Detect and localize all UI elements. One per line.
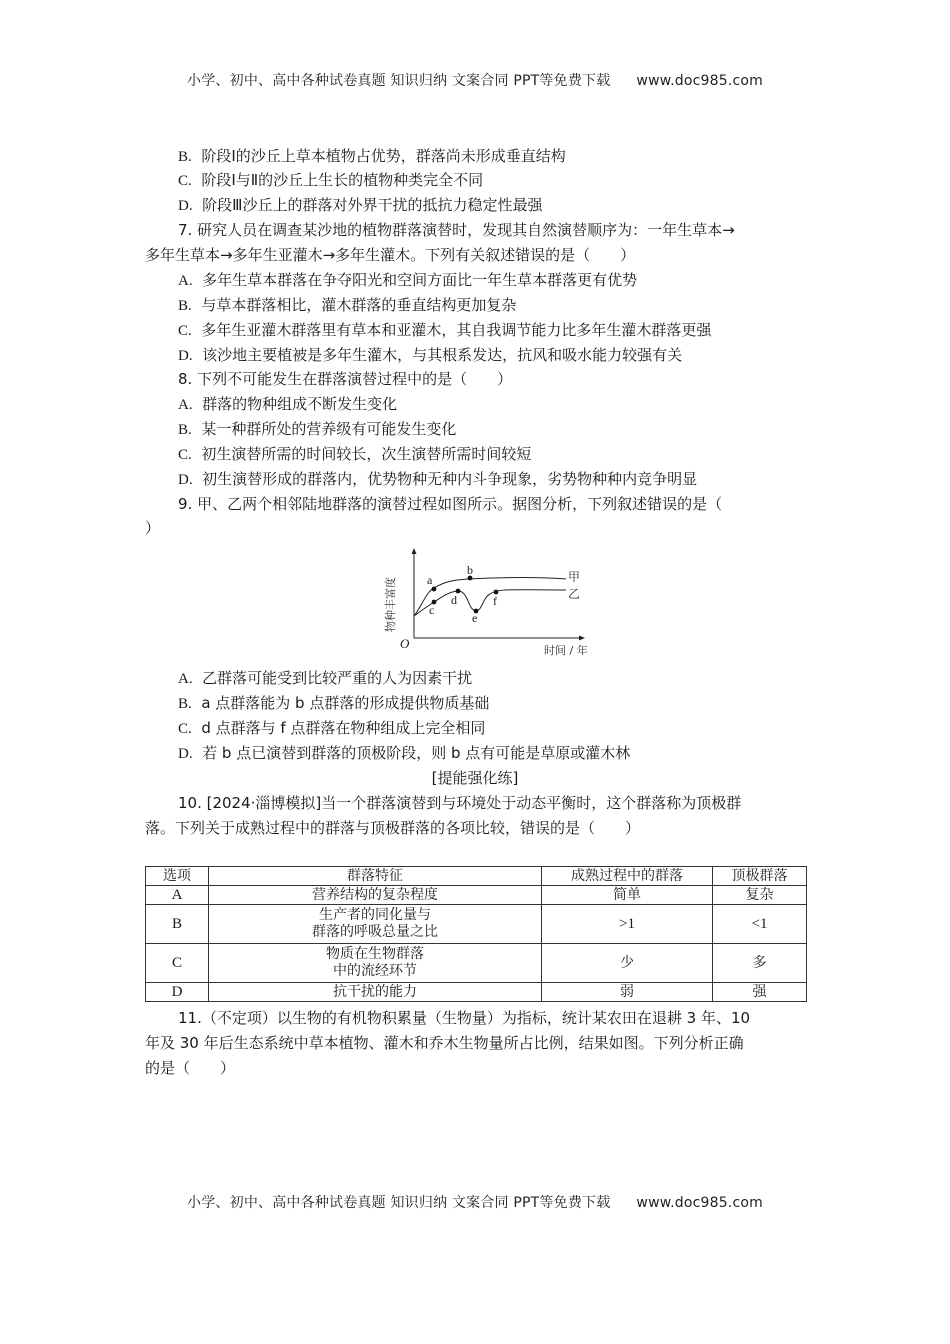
label-c: c [429,603,435,617]
q9-option-b: B. a 点群落能为 b 点群落的形成提供物质基础 [178,694,490,712]
cell-maturing: 简单 [542,886,713,905]
q11-line1: 11.（不定项）以生物的有机物积累量（生物量）为指标，统计某农田在退耕 3 年、10 [178,1009,751,1027]
cell-feature: 物质在生物群落 中的流经环节 [209,944,542,983]
q11-line3: 的是（ ） [145,1059,236,1077]
q8-stem: 8. 下列不可能发生在群落演替过程中的是（ ） [178,370,513,388]
q8-option-a: A. 群落的物种组成不断发生变化 [178,395,398,413]
q7-stem-line1: 7. 研究人员在调查某沙地的植物群落演替时，发现其自然演替顺序为：一年生草本→ [178,221,735,239]
cell-feature: 营养结构的复杂程度 [209,886,542,905]
page-footer [0,1192,950,1212]
label-a: a [427,573,433,587]
header-text: 小学、初中、高中各种试卷真题 知识归纳 文案合同 PPT等免费下载 [187,73,611,89]
x-axis-label: 时间 / 年 [544,644,588,657]
comparison-table [145,866,807,1002]
label-e: e [472,611,478,625]
table-header-row [146,867,807,886]
q9-stem-line1: 9. 甲、乙两个相邻陆地群落的演替过程如图所示。据图分析，下列叙述错误的是（ [178,495,723,513]
label-b: b [467,563,473,577]
cell-feature: 抗干扰的能力 [209,983,542,1002]
footer-url: www.doc985.com [636,1195,763,1211]
table-row [146,983,807,1002]
label-f: f [493,594,497,608]
section-label: [提能强化练] [431,769,519,787]
cell-maturing: 弱 [542,983,713,1002]
q6-option-d: D. 阶段Ⅲ沙丘上的群落对外界干扰的抵抗力稳定性最强 [178,196,543,214]
x-axis-arrow-icon [579,636,585,641]
cell-climax: 复杂 [713,886,807,905]
label-d: d [451,593,457,607]
q9-option-c: C. d 点群落与 f 点群落在物种组成上完全相同 [178,719,486,737]
q8-option-c: C. 初生演替所需的时间较长，次生演替所需时间较短 [178,445,532,463]
cell-option: B [146,905,209,944]
table-row [146,886,807,905]
table-row [146,905,807,944]
cell-climax: <1 [713,905,807,944]
footer-text: 小学、初中、高中各种试卷真题 知识归纳 文案合同 PPT等免费下载 [187,1195,611,1211]
q11-line2: 年及 30 年后生态系统中草本植物、灌木和乔木生物量所占比例，结果如图。下列分析正确 [145,1034,744,1052]
col-header-maturing: 成熟过程中的群落 [542,867,713,886]
q10-stem-line1: 10. [2024·淄博模拟]当一个群落演替到与环境处于动态平衡时，这个群落称为顶极群 [178,794,742,812]
page-header [0,70,950,90]
cell-climax: 强 [713,983,807,1002]
col-header-climax: 顶极群落 [713,867,807,886]
q7-option-c: C. 多年生亚灌木群落里有草本和亚灌木，其自我调节能力比多年生灌木群落更强 [178,321,712,339]
y-axis-label: 物种丰富度 [384,577,397,632]
q8-option-b: B. 某一种群所处的营养级有可能发生变化 [178,420,457,438]
q9-option-d: D. 若 b 点已演替到群落的顶极阶段，则 b 点有可能是草原或灌木林 [178,744,631,762]
y-axis-arrow-icon [412,548,417,554]
q7-stem-line2: 多年生草本→多年生亚灌木→多年生灌木。下列有关叙述错误的是（ ） [145,246,636,264]
q7-option-d: D. 该沙地主要植被是多年生灌木，与其根系发达，抗风和吸水能力较强有关 [178,346,683,364]
q10-stem-line2: 落。下列关于成熟过程中的群落与顶极群落的各项比较，错误的是（ ） [145,819,641,837]
q8-option-d: D. 初生演替形成的群落内，优势物种无种内斗争现象，劣势物种种内竞争明显 [178,470,698,488]
q7-option-b: B. 与草本群落相比，灌木群落的垂直结构更加复杂 [178,296,517,314]
cell-maturing: 少 [542,944,713,983]
legend-jia: 甲 [568,570,581,584]
q7-option-a: A. 多年生草本群落在争夺阳光和空间方面比一年生草本群落更有优势 [178,271,638,289]
point-a [432,587,437,592]
col-header-option: 选项 [146,867,209,886]
cell-option: D [146,983,209,1002]
origin-label: O [400,636,410,651]
table-row [146,944,807,983]
cell-option: C [146,944,209,983]
curve-yi [414,590,566,616]
q6-option-b: B. 阶段Ⅰ的沙丘上草本植物占优势，群落尚未形成垂直结构 [178,147,566,165]
q6-option-c: C. 阶段Ⅰ与Ⅱ的沙丘上生长的植物种类完全不同 [178,171,484,189]
succession-chart [372,548,612,660]
q9-stem-line2: ） [145,519,161,537]
cell-climax: 多 [713,944,807,983]
cell-maturing: >1 [542,905,713,944]
header-url: www.doc985.com [636,73,763,89]
cell-option: A [146,886,209,905]
q9-option-a: A. 乙群落可能受到比较严重的人为因素干扰 [178,669,473,687]
cell-feature: 生产者的同化量与 群落的呼吸总量之比 [209,905,542,944]
curve-jia [414,578,566,617]
legend-yi: 乙 [568,587,581,601]
col-header-feature: 群落特征 [209,867,542,886]
